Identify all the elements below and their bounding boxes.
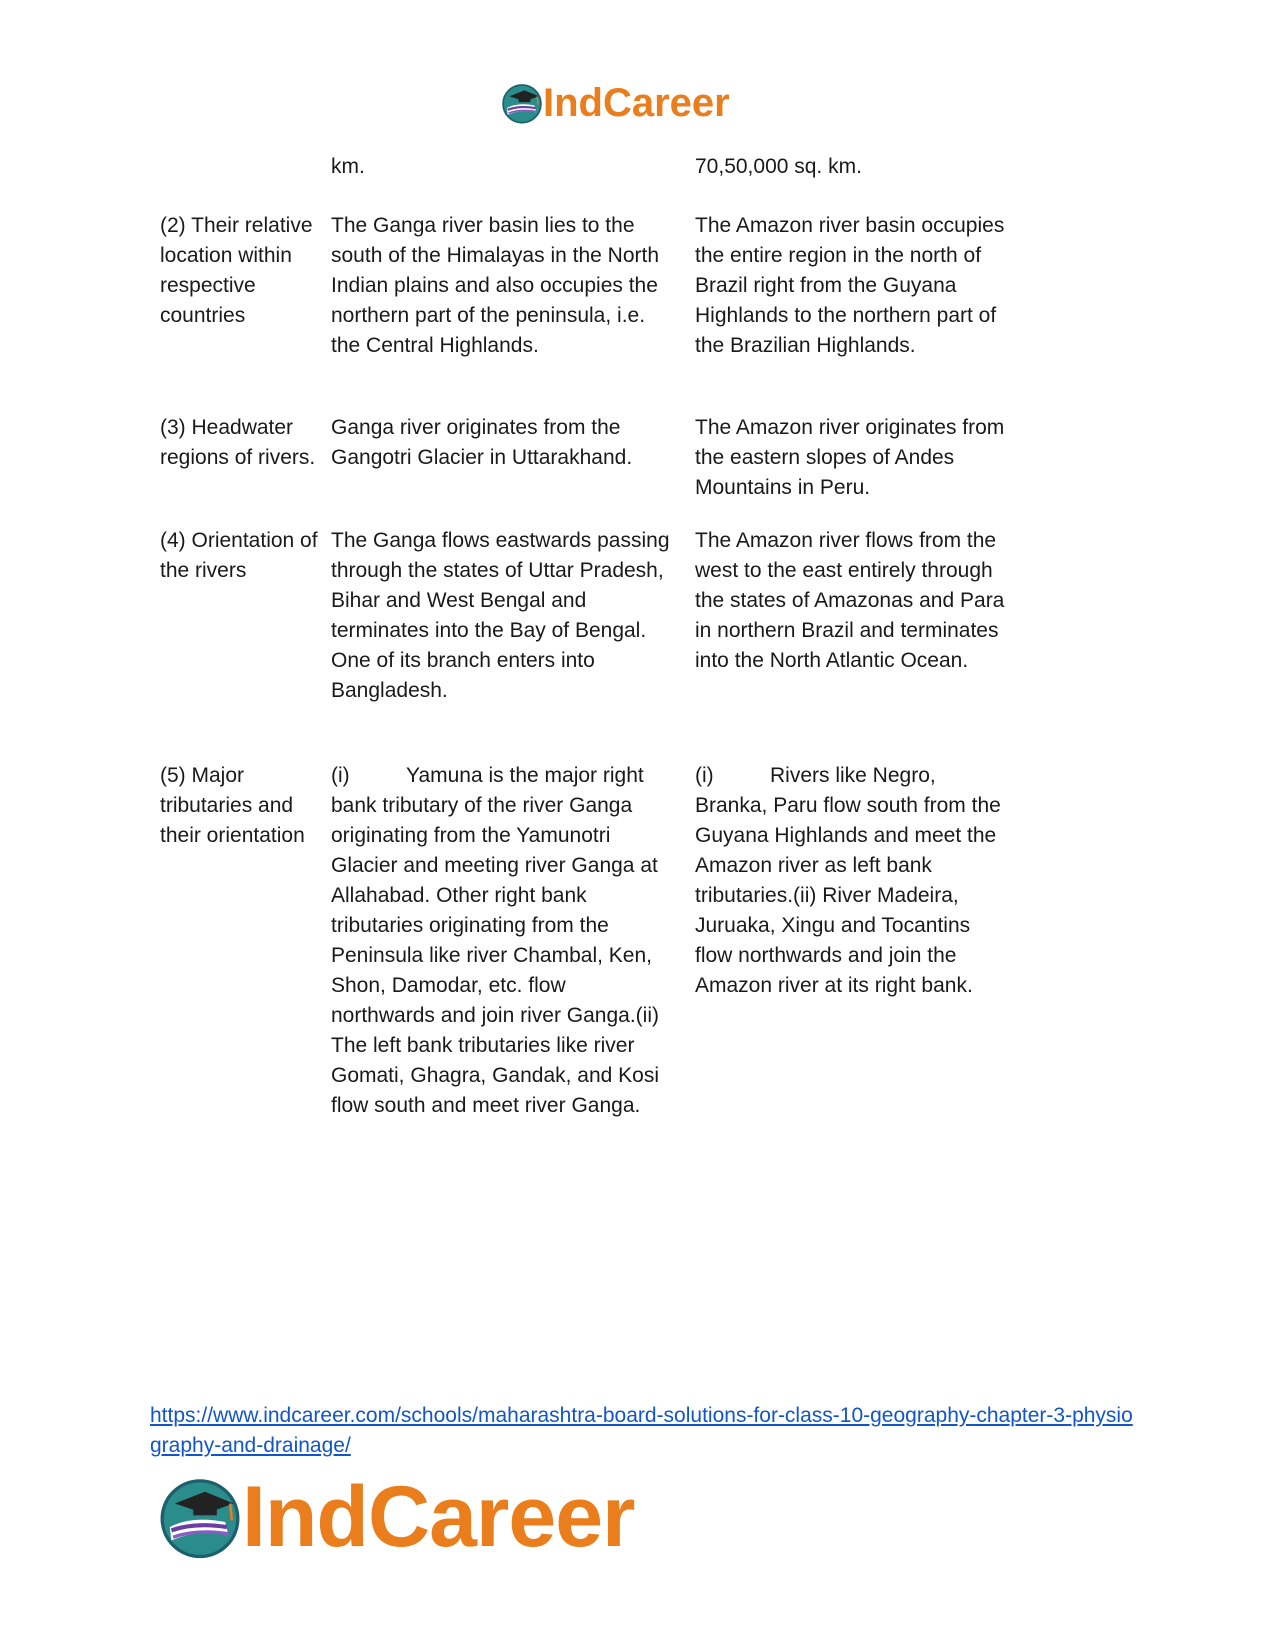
ganga-cell: The Ganga river basin lies to the south of the Himalayas in the North Indian plains and also occupies the northern part of the peninsula, i.e. the Central Highlands. <box>331 214 660 357</box>
ganga-cell <box>331 761 671 1121</box>
row-label: (4) Orientation of the rivers <box>160 529 318 582</box>
graduation-cap-book-globe-icon <box>501 82 543 124</box>
row-label: (3) Headwater regions of rivers. <box>160 416 316 469</box>
ganga-cell: The Ganga flows eastwards passing through the states of Uttar Pradesh, Bihar and West Bengal and terminates into the Bay of Bengal. One of its branch enters into Bangladesh. <box>331 529 670 702</box>
list-marker: (i) <box>695 764 714 787</box>
brand-name: IndCareer <box>543 81 730 125</box>
footer-logo <box>158 1469 635 1565</box>
amazon-cell-text: Rivers like Negro, Branka, Paru flow south from the Guyana Highlands and meet the Amazon river as left bank tributaries.(ii) River Madeira, Juruaka, Xingu and Tocantins flow northwards and join the Amazon river at its right bank. <box>695 764 1001 997</box>
brand-name: IndCareer <box>242 1469 635 1565</box>
row-label: (2) Their relative location within respective countries <box>160 214 313 327</box>
list-marker: (i) <box>331 764 350 787</box>
amazon-cell: The Amazon river originates from the eastern slopes of Andes Mountains in Peru. <box>695 416 1005 499</box>
amazon-cell: The Amazon river flows from the west to the east entirely through the states of Amazonas and Para in northern Brazil and terminates into the North Atlantic Ocean. <box>695 529 1005 672</box>
graduation-cap-book-globe-icon <box>158 1475 242 1559</box>
ganga-cell: Ganga river originates from the Gangotri Glacier in Uttarakhand. <box>331 416 633 469</box>
source-link[interactable]: https://www.indcareer.com/schools/maharashtra-board-solutions-for-class-10-geography-chapter-3-physiography-and-drainage/ <box>150 1404 1133 1457</box>
row-label: (5) Major tributaries and their orientation <box>160 764 305 847</box>
ganga-cell: km. <box>331 155 365 178</box>
amazon-cell: 70,50,000 sq. km. <box>695 155 862 178</box>
header-logo <box>501 80 730 126</box>
amazon-cell: The Amazon river basin occupies the entire region in the north of Brazil right from the Guyana Highlands to the northern part of the Brazilian Highlands. <box>695 214 1005 357</box>
amazon-cell <box>695 761 1005 1001</box>
ganga-cell-text: Yamuna is the major right bank tributary of the river Ganga originating from the Yamunotri Glacier and meeting river Ganga at Allahabad. Other right bank tributaries originating from the Peninsula like river Chambal, Ken, Shon, Damodar, etc. flow northwards and join river Ganga.(ii) The left bank tributaries like river Gomati, Ghagra, Gandak, and Kosi flow south and meet river Ganga. <box>331 764 660 1117</box>
